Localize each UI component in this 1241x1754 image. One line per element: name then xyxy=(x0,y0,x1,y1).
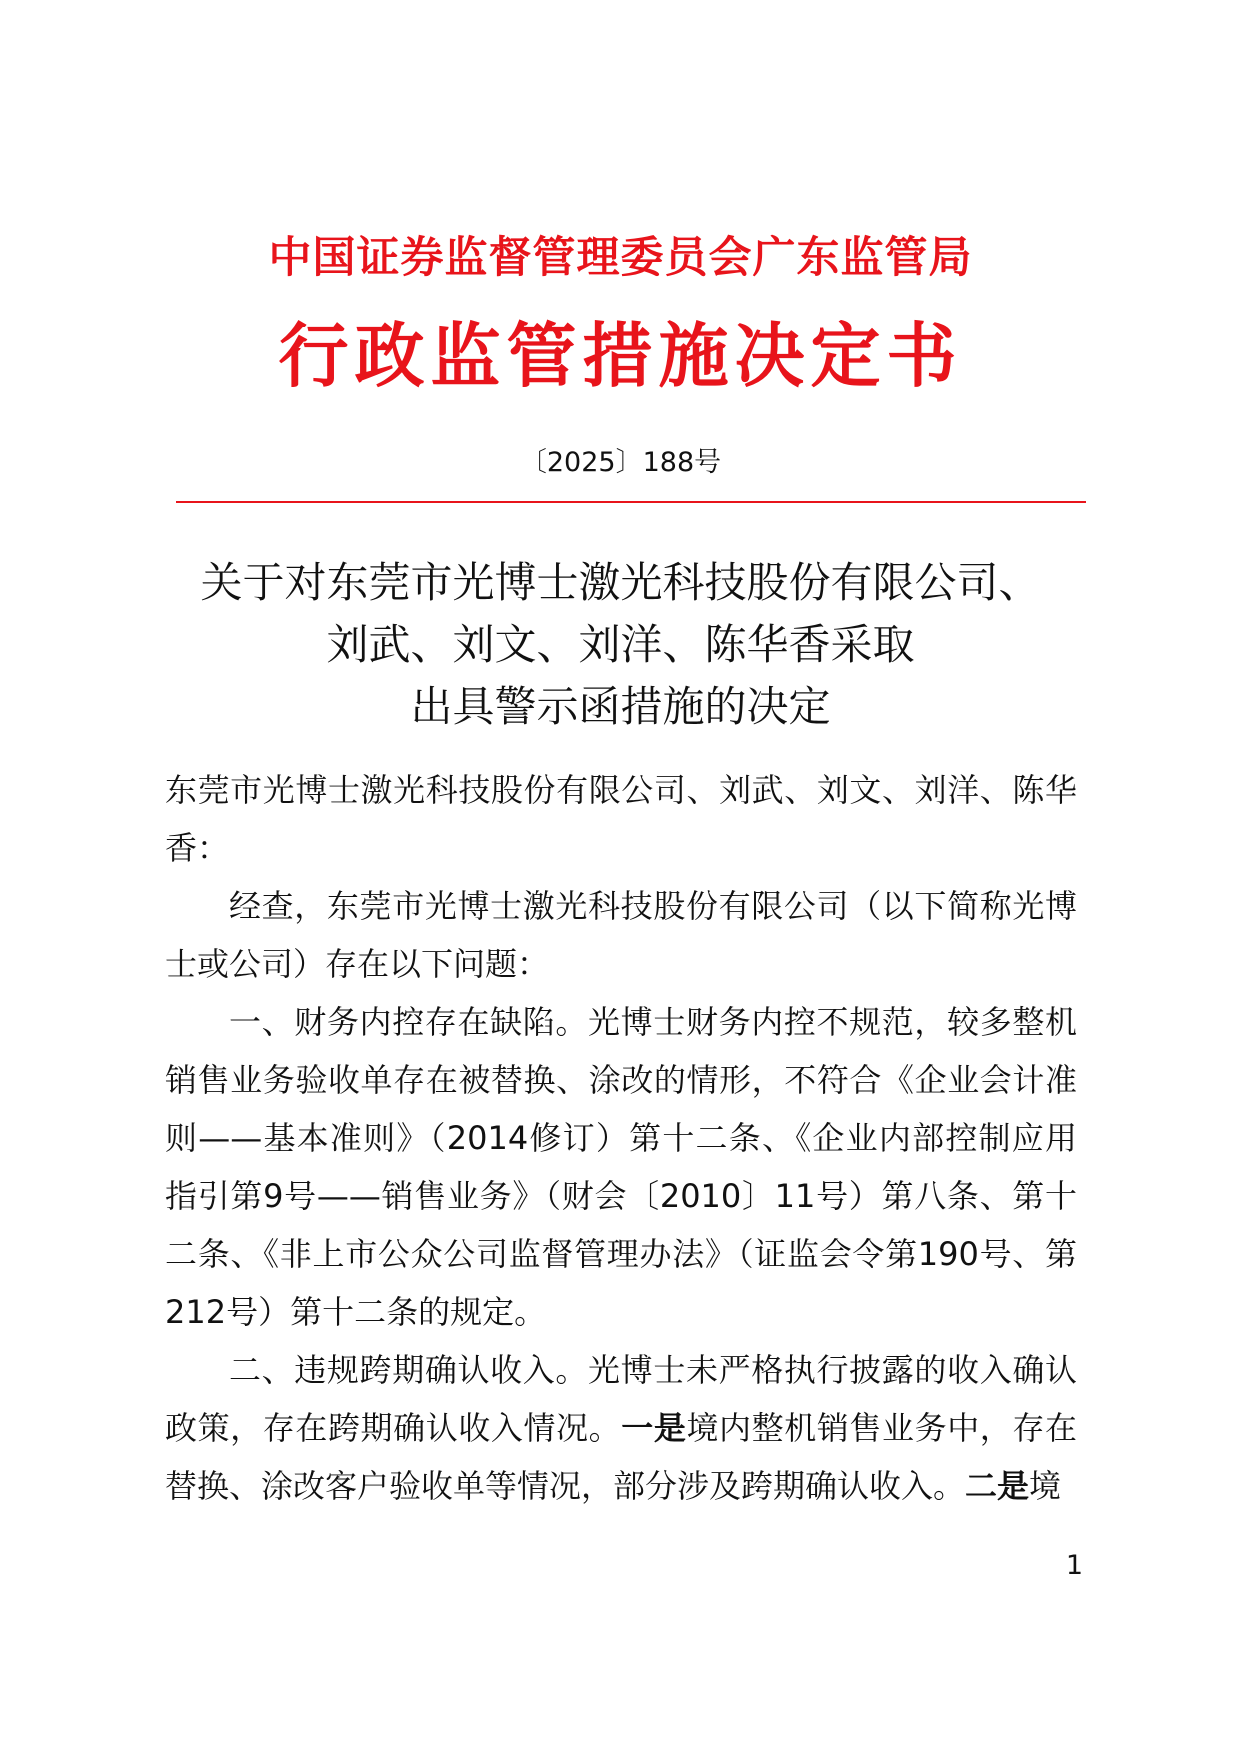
issuing-organization: 中国证券监督管理委员会广东监管局 xyxy=(268,233,973,283)
document-number: 〔2025〕188号 xyxy=(519,447,722,478)
issue-2-point-1-text: 境内整机销售业务中，存在替换、涂改客户验收单等情况，部分涉及跨期确认收入。 xyxy=(165,1409,1077,1505)
issue-2-paragraph xyxy=(165,1341,1077,1515)
issue-1-paragraph: 一、财务内控存在缺陷。光博士财务内控不规范，较多整机销售业务验收单存在被替换、涂改的情形，不符合《企业会计准则——基本准则》（2014修订）第十二条、《企业内部控制应用指引第9号——销售业务》（财会〔2010〕11号）第八条、第十二条、《非上市公众公司监督管理办法》（证监会令第190号、第212号）第十二条的规定。 xyxy=(165,1003,1077,1331)
subject-line-1: 关于对东莞市光博士激光科技股份有限公司、 xyxy=(200,558,1041,607)
red-divider-line xyxy=(176,501,1086,503)
issue-2-heading: 二、违规跨期确认收入。光博士未严格执行披露的收入确认政策，存在跨期确认收入情况。 xyxy=(165,1351,1077,1447)
document-body xyxy=(165,761,1077,1515)
intro-paragraph: 经查，东莞市光博士激光科技股份有限公司（以下简称光博士或公司）存在以下问题： xyxy=(165,887,1077,983)
issue-2-point-2-text: 境 xyxy=(1029,1467,1062,1505)
subject-line-2: 刘武、刘文、刘洋、陈华香采取 xyxy=(326,620,915,669)
document-type-title: 行政监管措施决定书 xyxy=(278,315,963,397)
issue-2-point-2-label: 二是 xyxy=(965,1467,1030,1505)
decision-subject-title xyxy=(0,552,1241,738)
subject-line-3: 出具警示函措施的决定 xyxy=(410,682,831,731)
page-number: 1 xyxy=(1065,1550,1083,1581)
salutation-paragraph: 东莞市光博士激光科技股份有限公司、刘武、刘文、刘洋、陈华香： xyxy=(165,771,1077,867)
issue-2-point-1-label: 一是 xyxy=(621,1409,687,1447)
